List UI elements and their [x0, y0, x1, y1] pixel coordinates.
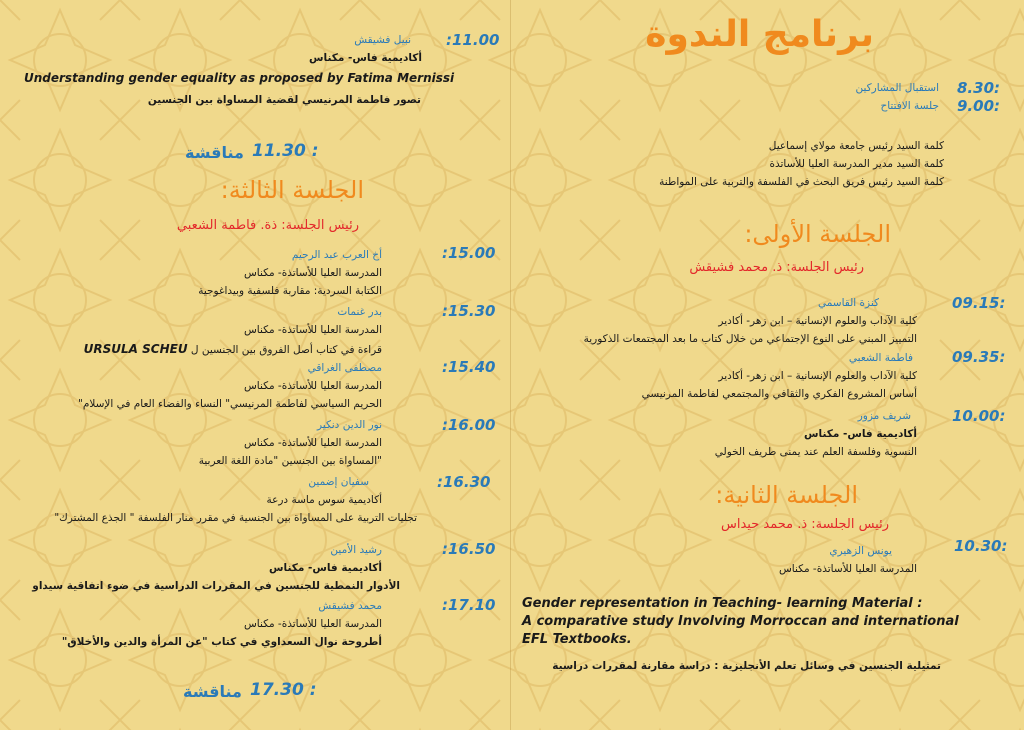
- english-title-line-3: EFL Textbooks.: [522, 632, 632, 647]
- talk-time: :16.00: [442, 416, 496, 434]
- program-title: برنامج الندوة: [645, 14, 874, 55]
- talk-time: :16.50: [442, 540, 496, 558]
- talk-time: :15.30: [442, 302, 496, 320]
- speaker-affiliation: كلية الآداب والعلوم الإنسانية – ابن زهر- أكادير: [718, 315, 917, 327]
- speaker-name: سفيان إضمين: [308, 476, 369, 488]
- speaker-affiliation: المدرسة العليا للأساتذة- مكناس: [243, 437, 382, 449]
- talk-time: 10.30:: [954, 537, 1008, 555]
- speaker-name: بدر غنمات: [337, 306, 382, 318]
- talk-time: :17.10: [442, 596, 496, 614]
- speech-1: كلمة السيد رئيس جامعة مولاي إسماعيل: [768, 140, 944, 152]
- talk-time: :16.30: [437, 473, 491, 491]
- speaker-name: نور الدين دنكير: [317, 419, 382, 431]
- talk-time: 09.15:: [952, 294, 1006, 312]
- speaker-name: فاطمة الشعبي: [848, 352, 913, 364]
- speech-3: كلمة السيد رئيس فريق البحث في الفلسفة والتربية على المواطنة: [659, 176, 944, 188]
- talk-topic-text: قراءة في كتاب أصل الفروق بين الجنسين ل: [190, 344, 382, 356]
- session-2-chair: رئيس الجلسة: ذ. محمد حيداس: [720, 517, 889, 532]
- speaker-affiliation: المدرسة العليا للأساتذة- مكناس: [243, 267, 382, 279]
- session-1-chair: رئيس الجلسة: ذ. محمد فشيقش: [689, 260, 864, 275]
- english-talk-title: Understanding gender equality as proposed by Fatima Mernissi: [24, 71, 455, 85]
- speaker-name: يونس الزهيري: [829, 545, 892, 557]
- speaker-name: مصطفى الغراقي: [307, 362, 382, 374]
- panel-divider: [510, 0, 511, 730]
- talk-topic: الحريم السياسي لفاطمة المرنيسي" النساء والفضاء العام في الإسلام": [78, 398, 382, 410]
- talk-topic-author: URSULA SCHEU: [83, 342, 188, 356]
- talk-time: :11.00: [446, 31, 500, 49]
- speaker-name: محمد فشيقش: [318, 600, 382, 612]
- talk-topic: "المساواة بين الجنسين "مادة اللغة العربية: [198, 455, 382, 467]
- speaker-name: شريف مزور: [857, 410, 911, 422]
- speaker-name: نبيل فشيقش: [354, 34, 411, 46]
- english-title-line-1: Gender representation in Teaching- learning Material :: [522, 596, 923, 611]
- talk-topic: تجليات التربية على المساواة بين الجنسية في مقرر منار الفلسفة " الجذع المشترك": [54, 512, 417, 524]
- speaker-affiliation: المدرسة العليا للأساتذة- مكناس: [778, 563, 917, 575]
- discussion-1-time: 11.30 :: [252, 141, 319, 161]
- arabic-title: تمثيلية الجنسين في وسائل تعلم الأنجليزية : دراسة مقارنة لمقررات دراسية: [552, 660, 941, 672]
- speaker-affiliation: المدرسة العليا للأساتذة- مكناس: [243, 380, 382, 392]
- speaker-affiliation: أكاديمية فاس- مكناس: [269, 562, 382, 574]
- session-1-title: الجلسة الأولى:: [744, 220, 891, 248]
- english-title-line-2: A comparative study Involving Morroccan and international: [522, 614, 959, 629]
- discussion-1-label: مناقشة: [185, 143, 244, 162]
- arabic-talk-title: تصور فاطمة المرنيسي لقضية المساواة بين الجنسين: [147, 94, 421, 106]
- opening-time-2: 9.00:: [957, 97, 1001, 115]
- speaker-affiliation: أكاديمية فاس- مكناس: [804, 428, 917, 440]
- opening-label-2: جلسة الافتتاح: [880, 100, 939, 112]
- talk-topic: [84, 342, 382, 356]
- talk-topic: الأدوار النمطية للجنسين في المقررات الدراسية في ضوء اتفاقية سيداو: [32, 580, 400, 592]
- talk-time: :15.40: [442, 358, 496, 376]
- talk-time: 09.35:: [952, 348, 1006, 366]
- speaker-affiliation: أكاديمية سوس ماسة درعة: [266, 494, 382, 506]
- discussion-2-time: 17.30 :: [250, 680, 317, 700]
- speaker-affiliation: أكاديمية فاس- مكناس: [309, 52, 422, 64]
- speaker-affiliation: المدرسة العليا للأساتذة- مكناس: [243, 618, 382, 630]
- speaker-name: أخ العرب عبد الرحيم: [291, 249, 382, 261]
- talk-topic: التمييز المبني على النوع الإجتماعي من خلال كتاب ما بعد المجتمعات الذكورية: [583, 333, 917, 345]
- session-2-title: الجلسة الثانية:: [715, 481, 858, 509]
- talk-topic: الكتابة السردية: مقاربة فلسفية وبيداغوجية: [198, 285, 382, 297]
- opening-time-1: 8.30:: [957, 79, 1001, 97]
- speaker-name: كنزة القاسمي: [817, 297, 879, 309]
- speech-2: كلمة السيد مدير المدرسة العليا للأساتذة: [769, 158, 944, 170]
- speaker-affiliation: المدرسة العليا للأساتذة- مكناس: [243, 324, 382, 336]
- session-3-title: الجلسة الثالثة:: [220, 176, 364, 204]
- speaker-affiliation: كلية الآداب والعلوم الإنسانية – ابن زهر- أكادير: [718, 370, 917, 382]
- opening-label-1: استقبال المشاركين: [855, 82, 939, 94]
- talk-topic: أطروحة نوال السعداوي في كتاب "عن المرأة والدين والأخلاق": [61, 636, 382, 648]
- session-3-chair: رئيس الجلسة: ذة. فاطمة الشعبي: [176, 218, 359, 233]
- speaker-name: رشيد الأمين: [330, 544, 382, 556]
- discussion-2-label: مناقشة: [183, 682, 242, 701]
- talk-topic: النسوية وفلسفة العلم عند يمنى طريف الخولي: [714, 446, 917, 458]
- talk-time: :15.00: [442, 244, 496, 262]
- talk-topic: أساس المشروع الفكري والثقافي والمجتمعي لفاطمة المرنيسي: [641, 388, 917, 400]
- talk-time: 10.00:: [952, 407, 1006, 425]
